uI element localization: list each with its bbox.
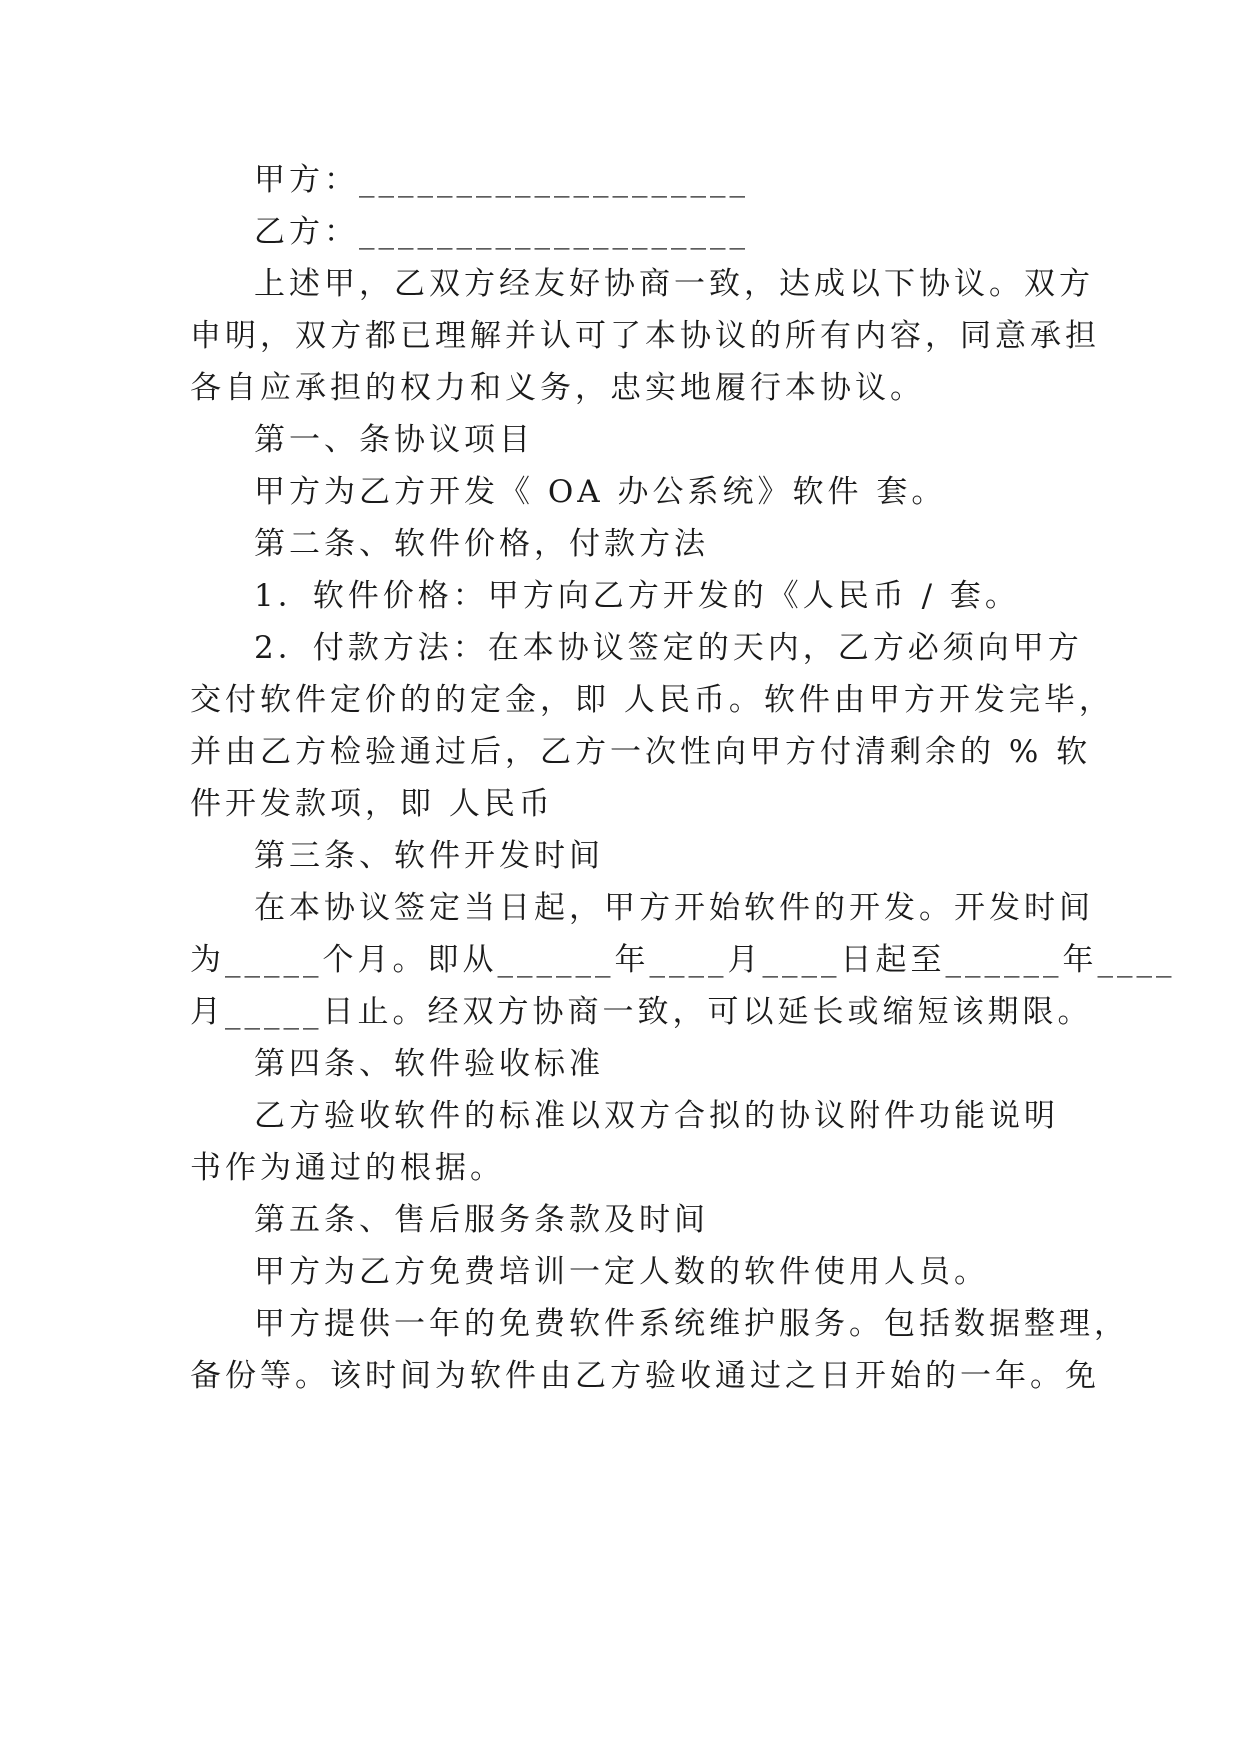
article-5-text-2-l1: 甲方提供一年的免费软件系统维护服务。包括数据整理，	[254, 1306, 1129, 1342]
article-4-text-l1: 乙方验收软件的标准以双方合拟的协议附件功能说明	[254, 1098, 1059, 1134]
preamble-line-2: 申明，双方都已理解并认可了本协议的所有内容，同意承担	[190, 318, 1100, 354]
article-1-text: 甲方为乙方开发《 OA 办公系统》软件 套。	[254, 474, 947, 510]
article-5-text-1: 甲方为乙方免费培训一定人数的软件使用人员。	[254, 1254, 989, 1290]
article-3-text-l2: 为_____个月。即从______年____月____日起至______年____	[190, 942, 1176, 978]
article-3-heading: 第三条、软件开发时间	[254, 838, 604, 874]
party-a-line: 甲方：____________________	[254, 162, 749, 198]
article-2-item-2-l2: 交付软件定价的的定金，即 人民币。软件由甲方开发完毕，	[190, 682, 1114, 718]
article-2-item-2-l1: 2．付款方法：在本协议签定的天内，乙方必须向甲方	[254, 630, 1083, 666]
preamble-line-3: 各自应承担的权力和义务，忠实地履行本协议。	[190, 370, 925, 406]
preamble-line-1: 上述甲，乙双方经友好协商一致，达成以下协议。双方	[254, 266, 1094, 302]
article-2-item-2-l4: 件开发款项，即 人民币	[190, 786, 554, 822]
article-4-heading: 第四条、软件验收标准	[254, 1046, 604, 1082]
party-b-line: 乙方：____________________	[254, 214, 749, 250]
article-5-heading: 第五条、售后服务条款及时间	[254, 1202, 709, 1238]
article-5-text-2-l2: 备份等。该时间为软件由乙方验收通过之日开始的一年。免	[190, 1358, 1100, 1394]
article-4-text-l2: 书作为通过的根据。	[190, 1150, 505, 1186]
article-2-item-1: 1．软件价格：甲方向乙方开发的《人民币 / 套。	[254, 578, 1020, 614]
article-3-text-l3: 月_____日止。经双方协商一致，可以延长或缩短该期限。	[190, 994, 1093, 1030]
article-2-item-2-l3: 并由乙方检验通过后，乙方一次性向甲方付清剩余的 % 软	[190, 734, 1092, 770]
article-2-heading: 第二条、软件价格，付款方法	[254, 526, 709, 562]
article-1-heading: 第一、条协议项目	[254, 422, 534, 458]
article-3-text-l1: 在本协议签定当日起，甲方开始软件的开发。开发时间	[254, 890, 1094, 926]
